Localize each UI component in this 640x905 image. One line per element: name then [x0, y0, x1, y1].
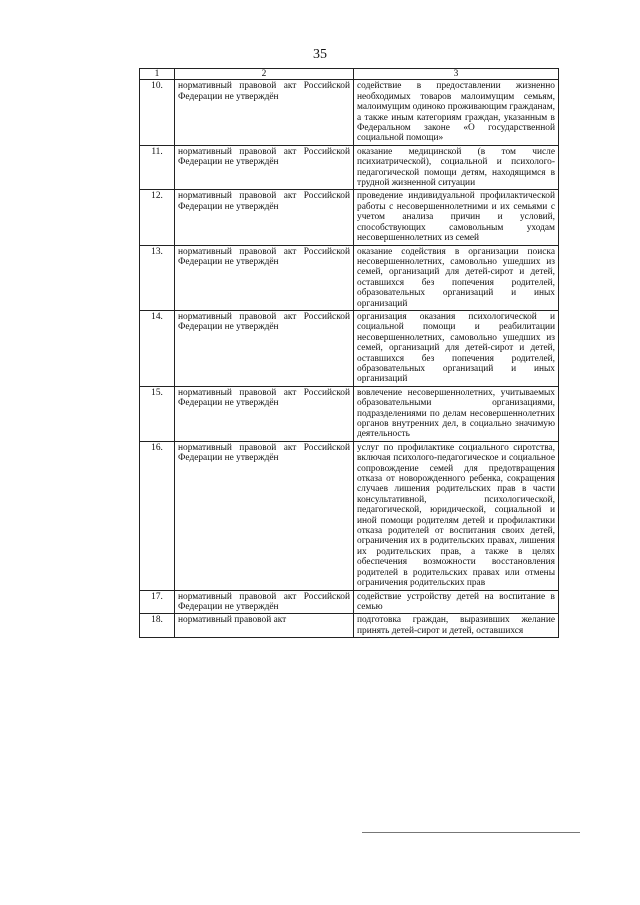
- measures-table: [139, 68, 559, 638]
- table-row: [140, 386, 559, 441]
- row-number: 18.: [140, 614, 175, 638]
- row-number: 14.: [140, 310, 175, 386]
- row-number: 11.: [140, 145, 175, 190]
- page-number: 35: [313, 47, 327, 62]
- column-header-3: 3: [354, 69, 559, 80]
- row-legal-act: нормативный правовой акт Российской Федерации не утверждён: [175, 190, 354, 245]
- table-row: [140, 614, 559, 638]
- row-number: 12.: [140, 190, 175, 245]
- table-row: [140, 590, 559, 614]
- table-row: [140, 190, 559, 245]
- row-measure-description: подготовка граждан, выразивших желание принять детей-сирот и детей, оставшихся: [354, 614, 559, 638]
- table-row: [140, 441, 559, 590]
- table-row: [140, 245, 559, 310]
- footer-rule: [362, 832, 580, 833]
- row-measure-description: вовлечение несовершеннолетних, учитываемых образовательными организациями, подразделениями по делам несовершеннолетних органов внутренних дел, в социально значимую деятельность: [354, 386, 559, 441]
- column-header-1: 1: [140, 69, 175, 80]
- row-legal-act: нормативный правовой акт Российской Федерации не утверждён: [175, 310, 354, 386]
- row-measure-description: организация оказания психологической и социальной помощи и реабилитации несовершеннолетних, самовольно ушедших из семей, организаций для детей-сирот и детей, оставшихся без попечения родителей, образовательных организаций и иных организаций: [354, 310, 559, 386]
- row-measure-description: оказание медицинской (в том числе психиатрической), социальной и психолого-педагогической помощи детям, находящимся в трудной жизненной ситуации: [354, 145, 559, 190]
- row-measure-description: содействие в предоставлении жизненно необходимых товаров малоимущим семьям, малоимущим одиноко проживающим гражданам, а также иным категориям граждан, указанным в Федеральном законе «О государственной социальной помощи»: [354, 80, 559, 145]
- row-measure-description: оказание содействия в организации поиска несовершеннолетних, самовольно ушедших из семей, организаций для детей-сирот и детей, оставшихся без попечения родителей, образовательных организаций и иных организаций: [354, 245, 559, 310]
- row-measure-description: услуг по профилактике социального сиротства, включая психолого-педагогическое и социальное сопровождение семей для предотвращения отказа от новорожденного ребенка, сокращения случаев лишения родительских прав в части консультативной, психологической, педагогической, юридической, социальной и иной помощи родителям детей и профилактики отказа родителей от воспитания своих детей, ограничения их в родительских правах, лишения их родительских прав, а также в целях обеспечения возможности восстановления родителей в родительских правах или отмены ограничения родительских прав: [354, 441, 559, 590]
- table-row: [140, 310, 559, 386]
- row-legal-act: нормативный правовой акт Российской Федерации не утверждён: [175, 441, 354, 590]
- row-number: 10.: [140, 80, 175, 145]
- row-legal-act: нормативный правовой акт: [175, 614, 354, 638]
- row-number: 16.: [140, 441, 175, 590]
- row-legal-act: нормативный правовой акт Российской Федерации не утверждён: [175, 245, 354, 310]
- table-row: [140, 145, 559, 190]
- table-row: [140, 80, 559, 145]
- table-header-row: [140, 69, 559, 80]
- row-legal-act: нормативный правовой акт Российской Федерации не утверждён: [175, 145, 354, 190]
- row-measure-description: проведение индивидуальной профилактической работы с несовершеннолетними и их семьями с учетом анализа причин и условий, способствующих самовольным уходам несовершеннолетних из семей: [354, 190, 559, 245]
- row-legal-act: нормативный правовой акт Российской Федерации не утверждён: [175, 590, 354, 614]
- row-legal-act: нормативный правовой акт Российской Федерации не утверждён: [175, 386, 354, 441]
- row-measure-description: содействие устройству детей на воспитание в семью: [354, 590, 559, 614]
- row-number: 17.: [140, 590, 175, 614]
- column-header-2: 2: [175, 69, 354, 80]
- row-number: 13.: [140, 245, 175, 310]
- row-legal-act: нормативный правовой акт Российской Федерации не утверждён: [175, 80, 354, 145]
- row-number: 15.: [140, 386, 175, 441]
